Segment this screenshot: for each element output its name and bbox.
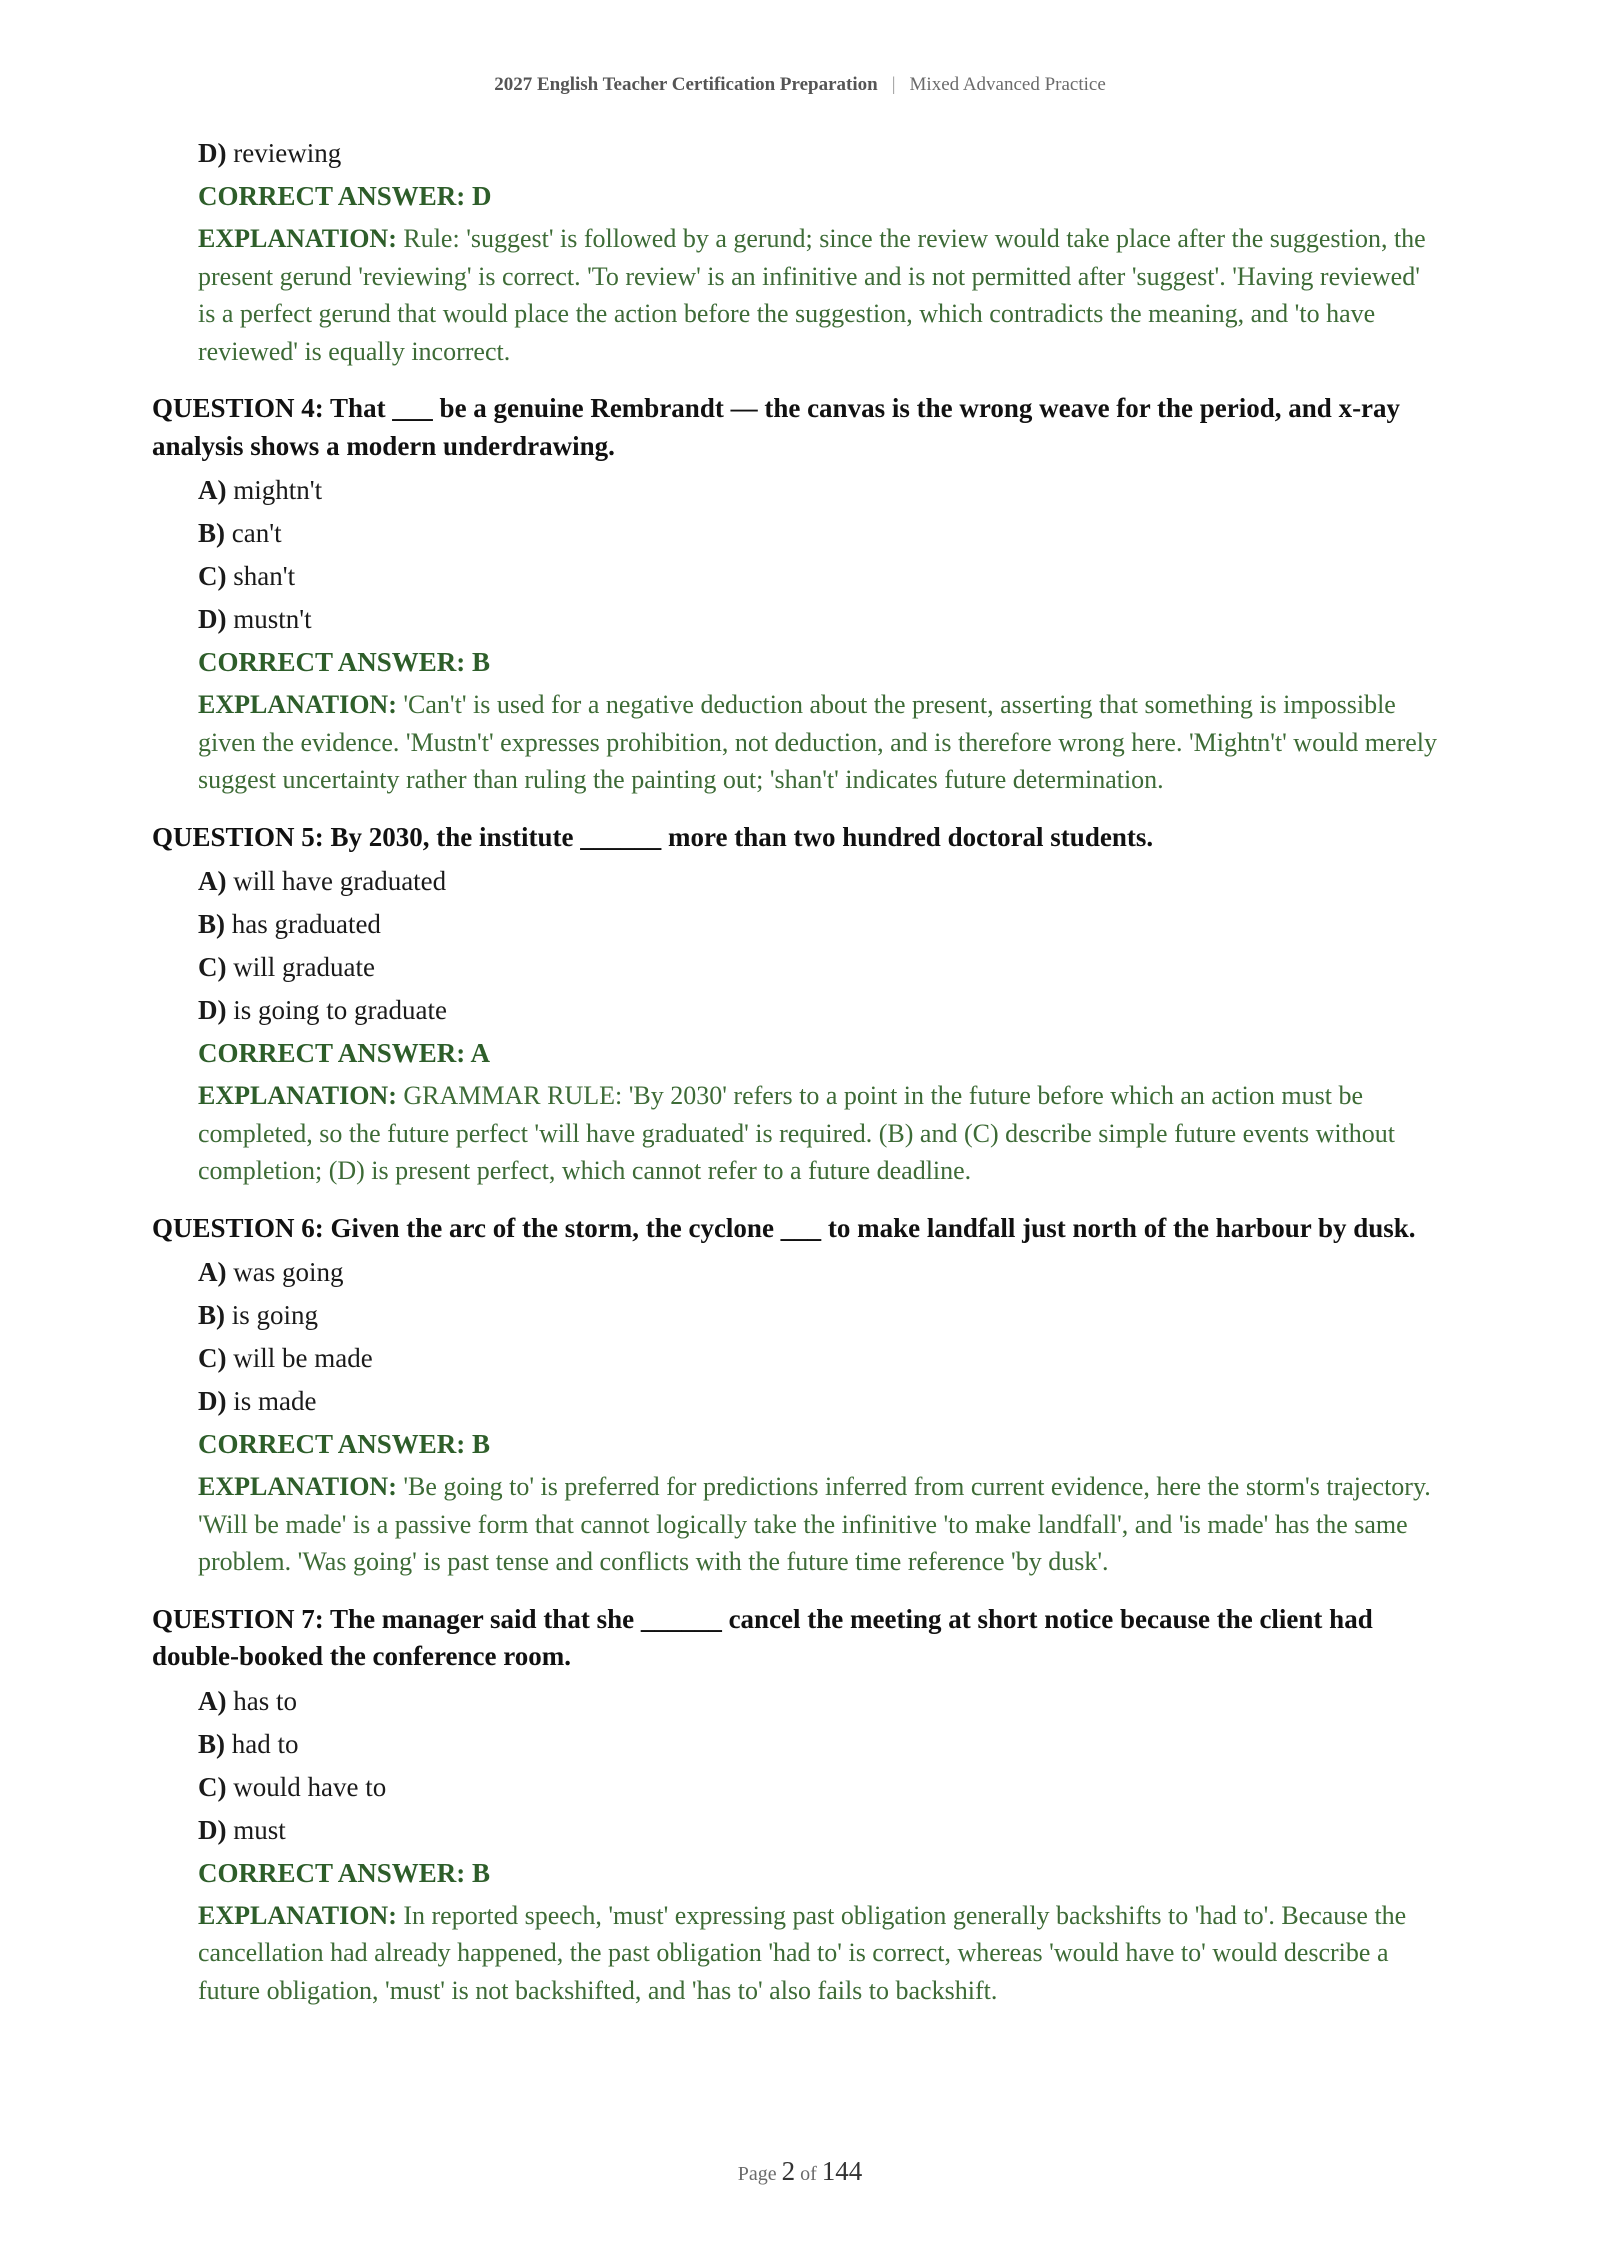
- option-text: reviewing: [233, 138, 342, 168]
- page-header: [0, 74, 1600, 96]
- question-7: QUESTION 7: The manager said that she ______ cancel the meeting at short notice because the client had double-booked the conference room.: [152, 1603, 1373, 1671]
- option-d: [198, 1811, 1442, 1849]
- option-text: mightn't: [233, 475, 323, 505]
- option-letter: C): [198, 1771, 227, 1802]
- header-subtitle: Mixed Advanced Practice: [909, 74, 1106, 95]
- page-content: [152, 134, 1442, 2009]
- option-text: was going: [233, 1257, 344, 1287]
- option-text: is going to graduate: [233, 995, 447, 1025]
- explanation: [198, 1897, 1442, 2010]
- header-title: 2027 English Teacher Certification Preparation: [494, 74, 878, 95]
- option-a: [198, 471, 1442, 509]
- total-pages: 144: [821, 2156, 863, 2186]
- option-a: [198, 1253, 1442, 1291]
- option-text: would have to: [233, 1771, 387, 1802]
- option-d: [198, 600, 1442, 638]
- option-letter: B): [198, 909, 225, 939]
- option-text: will graduate: [233, 952, 375, 982]
- option-b: [198, 514, 1442, 552]
- correct-answer: CORRECT ANSWER: A: [198, 1038, 491, 1068]
- explanation: [198, 686, 1442, 799]
- option-letter: D): [198, 604, 227, 634]
- option-letter: A): [198, 866, 227, 896]
- option-d: [198, 1382, 1442, 1420]
- option-text: can't: [231, 518, 282, 548]
- option-letter: A): [198, 1257, 227, 1287]
- option-b: [198, 1296, 1442, 1334]
- option-letter: C): [198, 952, 227, 982]
- explanation-text: In reported speech, 'must' expressing past obligation generally backshifts to 'had to'. Because the cancellation had already happened, the past obligation 'had to' is correct, whereas 'would have to' would describe a future obligation, 'must' is not backshifted, and 'has to' also fails to backshift.: [198, 1900, 1407, 2005]
- option-a: [198, 862, 1442, 900]
- option-letter: B): [198, 518, 225, 548]
- option-text: is going: [231, 1300, 319, 1330]
- explanation-label: EXPLANATION:: [198, 1472, 397, 1501]
- option-a: [198, 1682, 1442, 1720]
- option-text: shan't: [233, 561, 296, 591]
- explanation-label: EXPLANATION:: [198, 224, 397, 253]
- explanation: [198, 1077, 1442, 1190]
- explanation-text: Rule: 'suggest' is followed by a gerund; since the review would take place after the suggestion, the present gerund 'reviewing' is correct. 'To review' is an infinitive and is not permitted after 'suggest'. 'Having reviewed' is a perfect gerund that would place the action before the suggestion, which contradicts the meaning, and 'to have reviewed' is equally incorrect.: [198, 224, 1426, 366]
- option-text: is made: [233, 1386, 317, 1416]
- option-letter: D): [198, 1814, 227, 1845]
- option-letter: A): [198, 1685, 227, 1716]
- option-letter: C): [198, 561, 227, 591]
- option-d: [198, 134, 1442, 172]
- option-letter: C): [198, 1343, 227, 1373]
- explanation-label: EXPLANATION:: [198, 1081, 397, 1110]
- option-letter: D): [198, 995, 227, 1025]
- explanation-text: 'Can't' is used for a negative deduction about the present, asserting that something is impossible given the evidence. 'Mustn't' expresses prohibition, not deduction, and is therefore wrong here. 'Mightn't' would merely suggest uncertainty rather than ruling the painting out; 'shan't' indicates future determination.: [198, 690, 1437, 794]
- option-text: had to: [231, 1728, 299, 1759]
- option-c: [198, 1339, 1442, 1377]
- header-separator: |: [891, 74, 896, 95]
- option-c: [198, 557, 1442, 595]
- correct-answer: CORRECT ANSWER: B: [198, 1429, 491, 1459]
- question-5: QUESTION 5: By 2030, the institute ______ more than two hundred doctoral students.: [152, 821, 1154, 852]
- option-text: will be made: [233, 1343, 373, 1373]
- option-letter: B): [198, 1728, 225, 1759]
- question-6: QUESTION 6: Given the arc of the storm, the cyclone ___ to make landfall just north of the harbour by dusk.: [152, 1212, 1416, 1243]
- explanation-label: EXPLANATION:: [198, 1900, 397, 1930]
- option-letter: D): [198, 138, 227, 168]
- option-b: [198, 905, 1442, 943]
- correct-answer: CORRECT ANSWER: D: [198, 181, 492, 211]
- option-text: must: [233, 1814, 286, 1845]
- page-word: Page: [737, 2163, 777, 2185]
- explanation: [198, 220, 1442, 370]
- option-c: [198, 948, 1442, 986]
- of-word: of: [800, 2163, 817, 2185]
- question-4: QUESTION 4: That ___ be a genuine Rembrandt — the canvas is the wrong weave for the period, and x-ray analysis shows a modern underdrawing.: [152, 393, 1401, 461]
- option-text: has to: [233, 1685, 297, 1716]
- option-b: [198, 1725, 1442, 1763]
- option-letter: A): [198, 475, 227, 505]
- explanation-label: EXPLANATION:: [198, 690, 397, 719]
- option-letter: B): [198, 1300, 225, 1330]
- option-text: mustn't: [233, 604, 312, 634]
- option-text: has graduated: [231, 909, 381, 939]
- explanation: [198, 1468, 1442, 1581]
- option-letter: D): [198, 1386, 227, 1416]
- option-text: will have graduated: [233, 866, 447, 896]
- correct-answer: CORRECT ANSWER: B: [198, 647, 491, 677]
- option-c: [198, 1768, 1442, 1806]
- page-footer: [0, 2156, 1600, 2187]
- correct-answer: CORRECT ANSWER: B: [198, 1857, 491, 1888]
- explanation-text: GRAMMAR RULE: 'By 2030' refers to a point in the future before which an action must be completed, so the future perfect 'will have graduated' is required. (B) and (C) describe simple future events without completion; (D) is present perfect, which cannot refer to a future deadline.: [198, 1081, 1396, 1185]
- explanation-text: 'Be going to' is preferred for predictions inferred from current evidence, here the storm's trajectory. 'Will be made' is a passive form that cannot logically take the infinitive 'to make landfall', and 'is made' has the same problem. 'Was going' is past tense and conflicts with the future time reference 'by dusk'.: [198, 1472, 1431, 1576]
- page-number: 2: [781, 2156, 796, 2186]
- option-d: [198, 991, 1442, 1029]
